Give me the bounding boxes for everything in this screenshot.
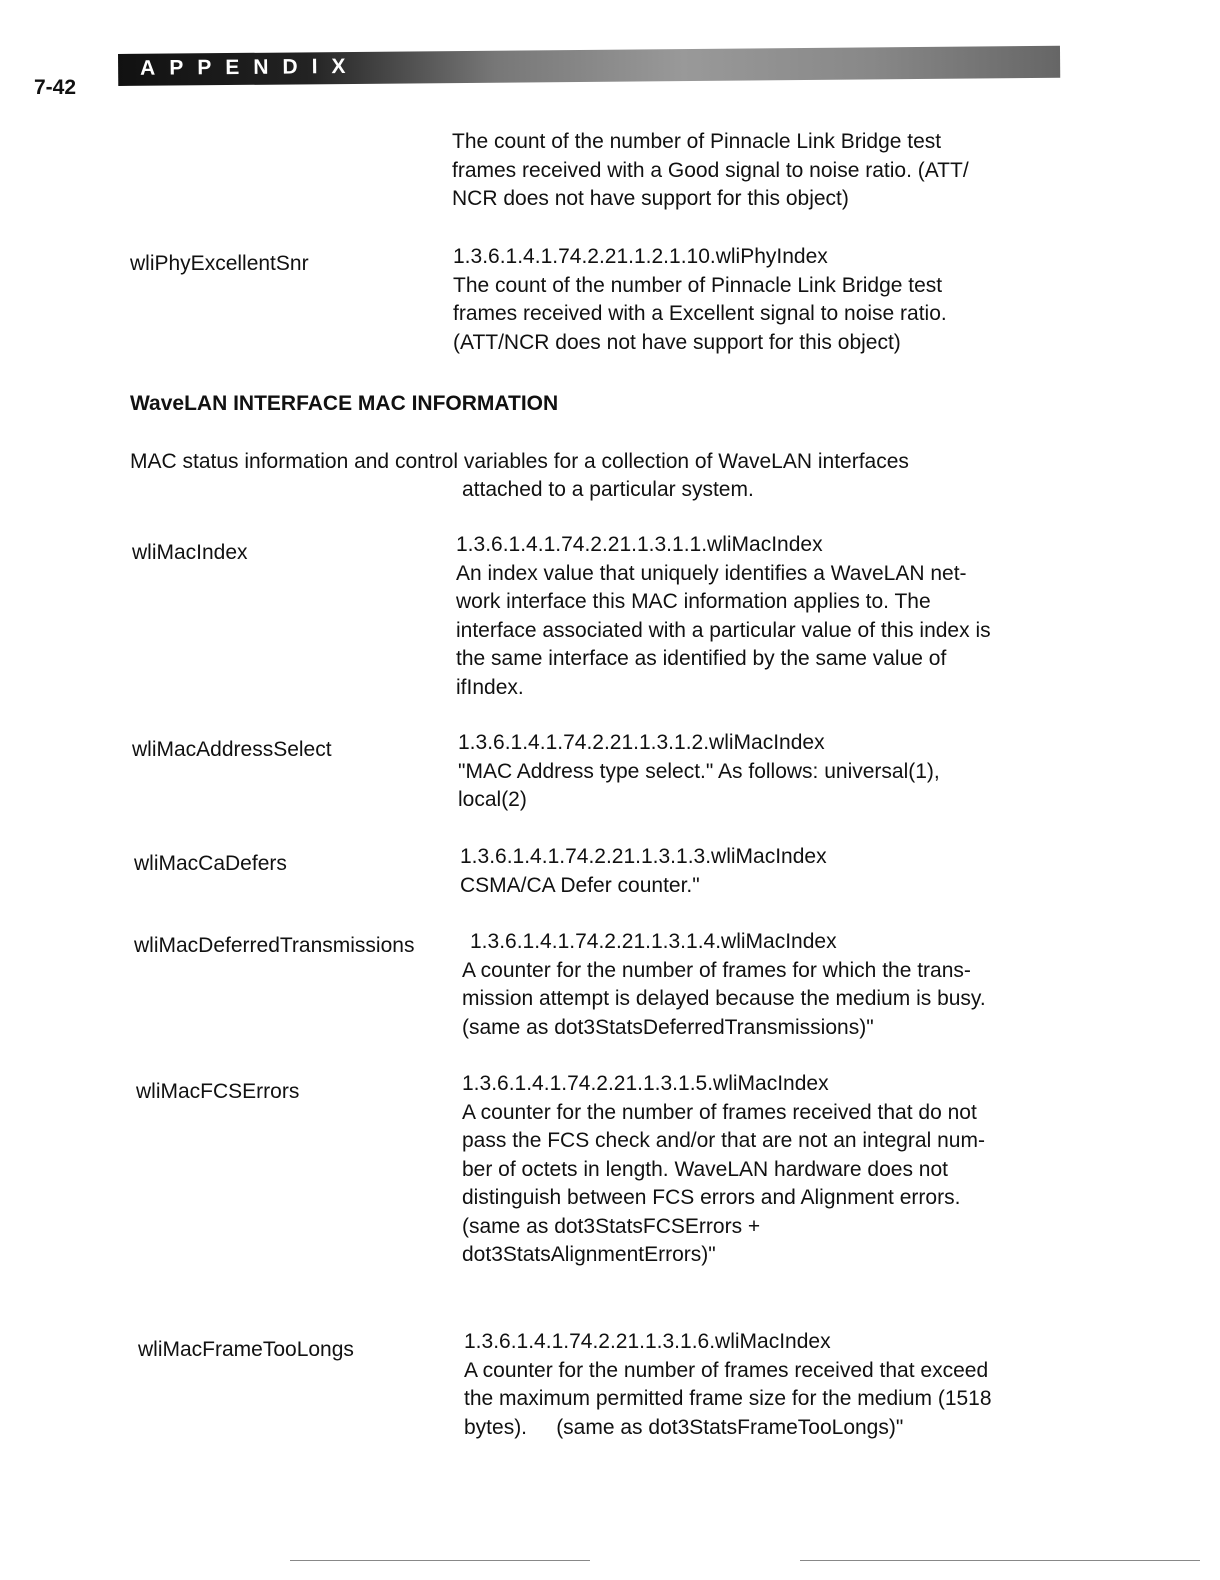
text-line: (same as dot3StatsDeferredTransmissions)" bbox=[462, 1015, 874, 1039]
text-line: (same as dot3StatsFCSErrors + bbox=[462, 1214, 761, 1238]
text-line: ber of octets in length. WaveLAN hardware does not bbox=[462, 1157, 948, 1181]
text-line: A counter for the number of frames received that exceed bbox=[464, 1358, 989, 1382]
entry-oid: 1.3.6.1.4.1.74.2.21.1.3.1.6.wliMacIndex bbox=[464, 1330, 831, 1353]
text-line: A counter for the number of frames received that do not bbox=[462, 1100, 977, 1124]
entry-oid: 1.3.6.1.4.1.74.2.21.1.3.1.4.wliMacIndex bbox=[470, 930, 837, 953]
text-line: (ATT/NCR does not have support for this object) bbox=[453, 330, 901, 354]
section-description: MAC status information and control variables for a collection of WaveLAN interfaces bbox=[130, 450, 909, 473]
text-line: local(2) bbox=[458, 788, 527, 811]
text-line: distinguish between FCS errors and Alignment errors. bbox=[462, 1186, 961, 1209]
text-line: ifIndex. bbox=[456, 675, 524, 699]
entry-oid: 1.3.6.1.4.1.74.2.21.1.2.1.10.wliPhyIndex bbox=[453, 245, 828, 268]
text-line: CSMA/CA Defer counter." bbox=[460, 873, 700, 897]
text-line: the maximum permitted frame size for the medium (1518 bbox=[464, 1387, 992, 1410]
entry-name: wliMacFCSErrors bbox=[136, 1080, 300, 1103]
text-line: the same interface as identified by the same value of bbox=[456, 647, 947, 670]
entry-oid: 1.3.6.1.4.1.74.2.21.1.3.1.3.wliMacIndex bbox=[460, 845, 827, 868]
text-line: An index value that uniquely identifies a WaveLAN net- bbox=[456, 561, 967, 585]
text-line: NCR does not have support for this object) bbox=[452, 187, 849, 210]
entry-name: wliMacAddressSelect bbox=[132, 738, 332, 761]
entry-oid: 1.3.6.1.4.1.74.2.21.1.3.1.5.wliMacIndex bbox=[462, 1072, 829, 1095]
scan-artifact-line bbox=[800, 1560, 1200, 1561]
text-line: "MAC Address type select." As follows: universal(1), bbox=[458, 759, 940, 783]
text-line: A counter for the number of frames for which the trans- bbox=[462, 958, 971, 982]
text-line: work interface this MAC information applies to. The bbox=[456, 590, 931, 613]
text-line: mission attempt is delayed because the medium is busy. bbox=[462, 987, 986, 1010]
intro-description bbox=[452, 128, 969, 214]
section-title: APPENDIX bbox=[140, 54, 360, 80]
entry-oid: 1.3.6.1.4.1.74.2.21.1.3.1.2.wliMacIndex bbox=[458, 731, 825, 754]
entry-name: wliPhyExcellentSnr bbox=[130, 252, 309, 275]
text-line: interface associated with a particular value of this index is bbox=[456, 618, 991, 642]
text-line: dot3StatsAlignmentErrors)" bbox=[462, 1243, 716, 1266]
scan-artifact-line bbox=[290, 1560, 590, 1561]
text-line: The count of the number of Pinnacle Link Bridge test bbox=[453, 273, 943, 297]
text-line: bytes). (same as dot3StatsFrameTooLongs)" bbox=[464, 1415, 904, 1439]
entry-name: wliMacFrameTooLongs bbox=[138, 1338, 354, 1361]
entry-name: wliMacIndex bbox=[132, 541, 248, 564]
section-heading: WaveLAN INTERFACE MAC INFORMATION bbox=[130, 392, 559, 415]
text-line: The count of the number of Pinnacle Link Bridge test bbox=[452, 130, 942, 153]
entry-oid: 1.3.6.1.4.1.74.2.21.1.3.1.1.wliMacIndex bbox=[456, 533, 823, 556]
page-number: 7-42 bbox=[34, 76, 77, 99]
text-line: frames received with a Good signal to noise ratio. (ATT/ bbox=[452, 158, 969, 182]
entry-name: wliMacDeferredTransmissions bbox=[134, 934, 415, 957]
appendix-banner bbox=[118, 46, 1060, 86]
text-line: frames received with a Excellent signal to noise ratio. bbox=[453, 302, 947, 325]
section-description-cont: attached to a particular system. bbox=[462, 478, 754, 501]
text-line: pass the FCS check and/or that are not an integral num- bbox=[462, 1129, 985, 1152]
entry-name: wliMacCaDefers bbox=[134, 852, 287, 875]
